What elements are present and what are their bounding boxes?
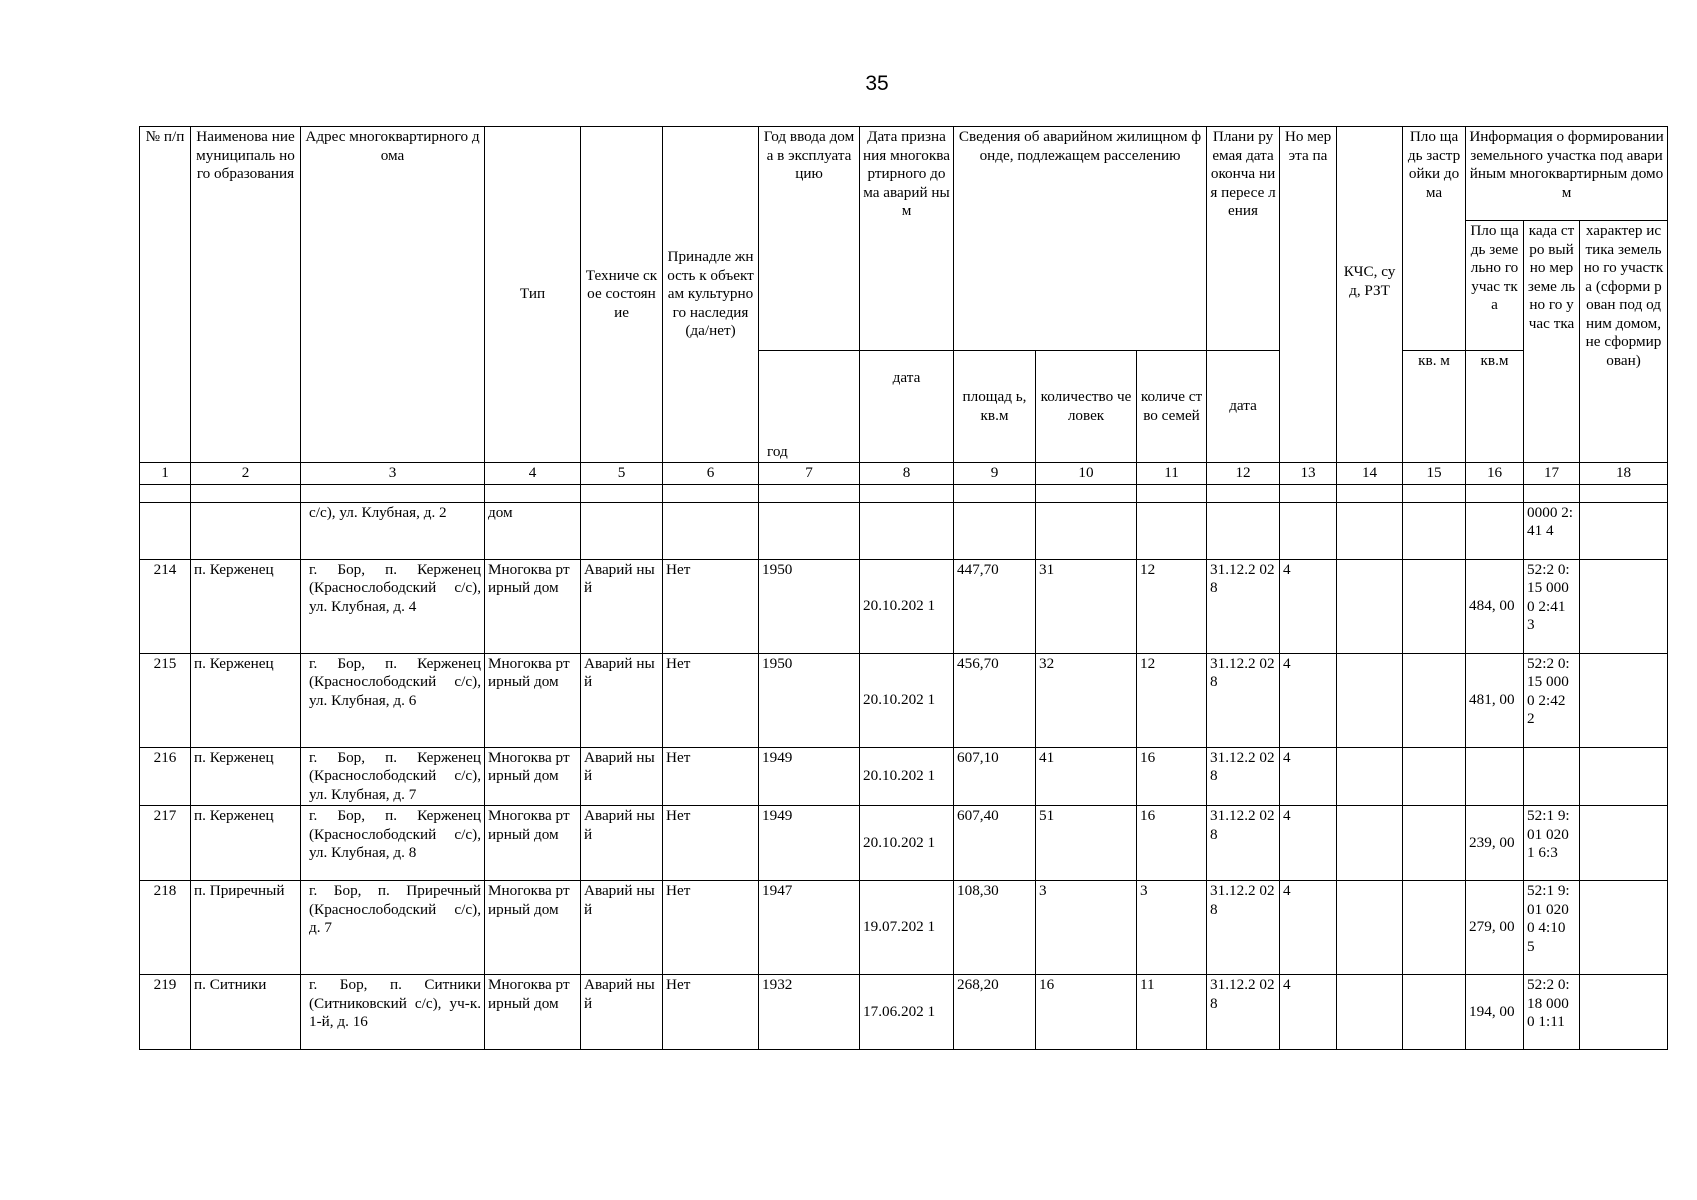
header-land-sub: кв.м xyxy=(1466,351,1524,463)
cell-land-char xyxy=(1580,653,1668,747)
column-number: 11 xyxy=(1137,463,1207,485)
cell-stage: 4 xyxy=(1280,806,1337,881)
cell-state xyxy=(581,502,663,559)
cell-year: 1949 xyxy=(759,747,860,806)
cell-municipality: п. Керженец xyxy=(191,747,301,806)
cell-municipality xyxy=(191,502,301,559)
header-people: количество человек xyxy=(1036,351,1137,463)
cell-recognition-date: 19.07.202 1 xyxy=(860,881,954,975)
column-number: 14 xyxy=(1337,463,1403,485)
cell-families xyxy=(1137,502,1207,559)
cell-stage: 4 xyxy=(1280,559,1337,653)
cell-kchs xyxy=(1337,653,1403,747)
cell-families: 3 xyxy=(1137,881,1207,975)
header-stage: Но мер эта па xyxy=(1280,127,1337,463)
cell-type: Многоква ртирный дом xyxy=(485,747,581,806)
column-number: 4 xyxy=(485,463,581,485)
cell-planned-date: 31.12.2 028 xyxy=(1207,559,1280,653)
cell-planned-date: 31.12.2 028 xyxy=(1207,881,1280,975)
cell-address: г. Бор, п. Приречный (Краснослободский с/с), д. 7 xyxy=(301,881,485,975)
column-number: 17 xyxy=(1524,463,1580,485)
cell-stage: 4 xyxy=(1280,881,1337,975)
cell-area: 607,10 xyxy=(954,747,1036,806)
cell-land-char xyxy=(1580,975,1668,1050)
cell-heritage: Нет xyxy=(663,559,759,653)
cell-building-area xyxy=(1403,653,1466,747)
header-type: Тип xyxy=(485,127,581,463)
cell-type: Многоква ртирный дом xyxy=(485,881,581,975)
table-row xyxy=(140,559,1668,653)
cell-people: 51 xyxy=(1036,806,1137,881)
cell-planned-date: 31.12.2 028 xyxy=(1207,653,1280,747)
header-row-1 xyxy=(140,127,1668,221)
cell-address: г. Бор, п. Ситники (Ситниковский с/с), уч-к. 1-й, д. 16 xyxy=(301,975,485,1050)
cell-type: Многоква ртирный дом xyxy=(485,975,581,1050)
cell-kchs xyxy=(1337,747,1403,806)
cell-state: Аварий ный xyxy=(581,559,663,653)
column-number: 16 xyxy=(1466,463,1524,485)
cell-municipality: п. Керженец xyxy=(191,653,301,747)
cell-building-area xyxy=(1403,881,1466,975)
cell-building-area xyxy=(1403,975,1466,1050)
column-number: 10 xyxy=(1036,463,1137,485)
cell-land-char xyxy=(1580,747,1668,806)
cell-type: дом xyxy=(485,502,581,559)
header-municipality: Наименова ние муниципаль ного образования xyxy=(191,127,301,463)
table-row xyxy=(140,653,1668,747)
cell-state: Аварий ный xyxy=(581,747,663,806)
cell-people: 16 xyxy=(1036,975,1137,1050)
cell-number xyxy=(140,502,191,559)
cell-recognition-date: 17.06.202 1 xyxy=(860,975,954,1050)
cell-state: Аварий ный xyxy=(581,975,663,1050)
cell-land-char xyxy=(1580,806,1668,881)
cell-municipality: п. Керженец xyxy=(191,559,301,653)
cell-planned-date: 31.12.2 028 xyxy=(1207,975,1280,1050)
cell-recognition-date xyxy=(860,502,954,559)
cell-land-area: 279, 00 xyxy=(1466,881,1524,975)
cell-families: 16 xyxy=(1137,806,1207,881)
column-number: 6 xyxy=(663,463,759,485)
cell-planned-date: 31.12.2 028 xyxy=(1207,747,1280,806)
column-number: 13 xyxy=(1280,463,1337,485)
cell-kchs xyxy=(1337,881,1403,975)
header-year: Год ввода дома в эксплуата цию xyxy=(759,127,860,351)
table-row xyxy=(140,806,1668,881)
header-address: Адрес многоквартирного дома xyxy=(301,127,485,463)
cell-planned-date: 31.12.2 028 xyxy=(1207,806,1280,881)
header-year-sub: год xyxy=(759,351,860,463)
column-number: 8 xyxy=(860,463,954,485)
cell-municipality: п. Приречный xyxy=(191,881,301,975)
cell-year: 1950 xyxy=(759,653,860,747)
cell-area: 268,20 xyxy=(954,975,1036,1050)
cell-people: 41 xyxy=(1036,747,1137,806)
cell-building-area xyxy=(1403,502,1466,559)
cell-cadastral: 0000 2:41 4 xyxy=(1524,502,1580,559)
header-kchs: КЧС, суд, РЗТ xyxy=(1337,127,1403,463)
page-number: 35 xyxy=(865,72,889,95)
cell-area xyxy=(954,502,1036,559)
cell-state: Аварий ный xyxy=(581,653,663,747)
cell-type: Многоква ртирный дом xyxy=(485,559,581,653)
cell-kchs xyxy=(1337,559,1403,653)
cell-heritage: Нет xyxy=(663,806,759,881)
header-land-char: характер истика земельно го участка (сформи рован под одним домом, не сформир ован) xyxy=(1580,221,1668,463)
cell-land-area xyxy=(1466,747,1524,806)
header-cadastral: када стро вый но мер земе льно го учас тка xyxy=(1524,221,1580,463)
cell-building-area xyxy=(1403,747,1466,806)
cell-heritage: Нет xyxy=(663,975,759,1050)
cell-kchs xyxy=(1337,975,1403,1050)
cell-state: Аварий ный xyxy=(581,806,663,881)
header-land-info: Информация о формировании земельного участка под аварийным многоквартирным домом xyxy=(1466,127,1668,221)
spacer-row xyxy=(140,484,1668,502)
cell-stage: 4 xyxy=(1280,653,1337,747)
cell-kchs xyxy=(1337,502,1403,559)
cell-people: 31 xyxy=(1036,559,1137,653)
cell-cadastral: 52:2 0:18 0000 1:11 xyxy=(1524,975,1580,1050)
column-number-row xyxy=(140,463,1668,485)
cell-number: 217 xyxy=(140,806,191,881)
header-planned-date: Плани руемая дата оконча ния пересе ления xyxy=(1207,127,1280,351)
table-row xyxy=(140,975,1668,1050)
header-recognition-date: Дата призна ния многоква ртирного дома аварий ным xyxy=(860,127,954,351)
cell-kchs xyxy=(1337,806,1403,881)
header-planned-sub: дата xyxy=(1207,351,1280,463)
table-row xyxy=(140,881,1668,975)
cell-area: 456,70 xyxy=(954,653,1036,747)
cell-people: 32 xyxy=(1036,653,1137,747)
cell-cadastral xyxy=(1524,747,1580,806)
cell-heritage: Нет xyxy=(663,653,759,747)
header-building-area: Пло щадь застр ойки дома xyxy=(1403,127,1466,351)
cell-recognition-date: 20.10.202 1 xyxy=(860,653,954,747)
cell-families: 12 xyxy=(1137,559,1207,653)
cell-number: 218 xyxy=(140,881,191,975)
cell-recognition-date: 20.10.202 1 xyxy=(860,559,954,653)
header-technical-state: Техниче ское состоян ие xyxy=(581,127,663,463)
column-number: 3 xyxy=(301,463,485,485)
cell-state: Аварий ный xyxy=(581,881,663,975)
column-number: 7 xyxy=(759,463,860,485)
header-families: количе ство семей xyxy=(1137,351,1207,463)
cell-land-area: 239, 00 xyxy=(1466,806,1524,881)
resettlement-table xyxy=(139,126,1668,1050)
cell-cadastral: 52:1 9:01 0201 6:3 xyxy=(1524,806,1580,881)
column-number: 2 xyxy=(191,463,301,485)
cell-address: г. Бор, п. Керженец (Краснослободский с/с), ул. Клубная, д. 4 xyxy=(301,559,485,653)
header-land-area: Пло щадь земе льно го учас тка xyxy=(1466,221,1524,351)
cell-year: 1947 xyxy=(759,881,860,975)
cell-land-area xyxy=(1466,502,1524,559)
header-date-sub: дата xyxy=(860,351,954,463)
cell-year: 1932 xyxy=(759,975,860,1050)
cell-land-char xyxy=(1580,559,1668,653)
cell-people xyxy=(1036,502,1137,559)
cell-land-area: 481, 00 xyxy=(1466,653,1524,747)
cell-year: 1950 xyxy=(759,559,860,653)
header-area: площад ь, кв.м xyxy=(954,351,1036,463)
cell-land-area: 194, 00 xyxy=(1466,975,1524,1050)
cell-heritage xyxy=(663,502,759,559)
cell-people: 3 xyxy=(1036,881,1137,975)
cell-area: 108,30 xyxy=(954,881,1036,975)
column-number: 5 xyxy=(581,463,663,485)
cell-year: 1949 xyxy=(759,806,860,881)
cell-type: Многоква ртирный дом xyxy=(485,653,581,747)
cell-cadastral: 52:2 0:15 0000 2:42 2 xyxy=(1524,653,1580,747)
cell-cadastral: 52:2 0:15 0000 2:41 3 xyxy=(1524,559,1580,653)
cell-families: 16 xyxy=(1137,747,1207,806)
header-number: № п/п xyxy=(140,127,191,463)
cell-stage xyxy=(1280,502,1337,559)
column-number: 15 xyxy=(1403,463,1466,485)
column-number: 9 xyxy=(954,463,1036,485)
header-heritage: Принадле жность к объектам культурно го наследия (да/нет) xyxy=(663,127,759,463)
table-row xyxy=(140,502,1668,559)
cell-land-char xyxy=(1580,502,1668,559)
column-number: 18 xyxy=(1580,463,1668,485)
cell-recognition-date: 20.10.202 1 xyxy=(860,747,954,806)
cell-building-area xyxy=(1403,559,1466,653)
cell-address: г. Бор, п. Керженец (Краснослободский с/с), ул. Клубная, д. 6 xyxy=(301,653,485,747)
cell-area: 447,70 xyxy=(954,559,1036,653)
cell-address: с/с), ул. Клубная, д. 2 xyxy=(301,502,485,559)
cell-heritage: Нет xyxy=(663,747,759,806)
cell-year xyxy=(759,502,860,559)
cell-stage: 4 xyxy=(1280,747,1337,806)
cell-land-area: 484, 00 xyxy=(1466,559,1524,653)
cell-address: г. Бор, п. Керженец (Краснослободский с/с), ул. Клубная, д. 7 xyxy=(301,747,485,806)
cell-number: 215 xyxy=(140,653,191,747)
header-building-sub: кв. м xyxy=(1403,351,1466,463)
cell-stage: 4 xyxy=(1280,975,1337,1050)
cell-address: г. Бор, п. Керженец (Краснослободский с/с), ул. Клубная, д. 8 xyxy=(301,806,485,881)
cell-cadastral: 52:1 9:01 0200 4:10 5 xyxy=(1524,881,1580,975)
cell-families: 12 xyxy=(1137,653,1207,747)
cell-area: 607,40 xyxy=(954,806,1036,881)
column-number: 1 xyxy=(140,463,191,485)
cell-recognition-date: 20.10.202 1 xyxy=(860,806,954,881)
cell-number: 219 xyxy=(140,975,191,1050)
cell-planned-date xyxy=(1207,502,1280,559)
column-number: 12 xyxy=(1207,463,1280,485)
cell-type: Многоква ртирный дом xyxy=(485,806,581,881)
data-rows xyxy=(140,502,1668,1050)
cell-building-area xyxy=(1403,806,1466,881)
table-row xyxy=(140,747,1668,806)
cell-heritage: Нет xyxy=(663,881,759,975)
cell-municipality: п. Керженец xyxy=(191,806,301,881)
cell-municipality: п. Ситники xyxy=(191,975,301,1050)
cell-land-char xyxy=(1580,881,1668,975)
cell-families: 11 xyxy=(1137,975,1207,1050)
header-emergency-housing: Сведения об аварийном жилищном фонде, подлежащем расселению xyxy=(954,127,1207,351)
cell-number: 216 xyxy=(140,747,191,806)
cell-number: 214 xyxy=(140,559,191,653)
